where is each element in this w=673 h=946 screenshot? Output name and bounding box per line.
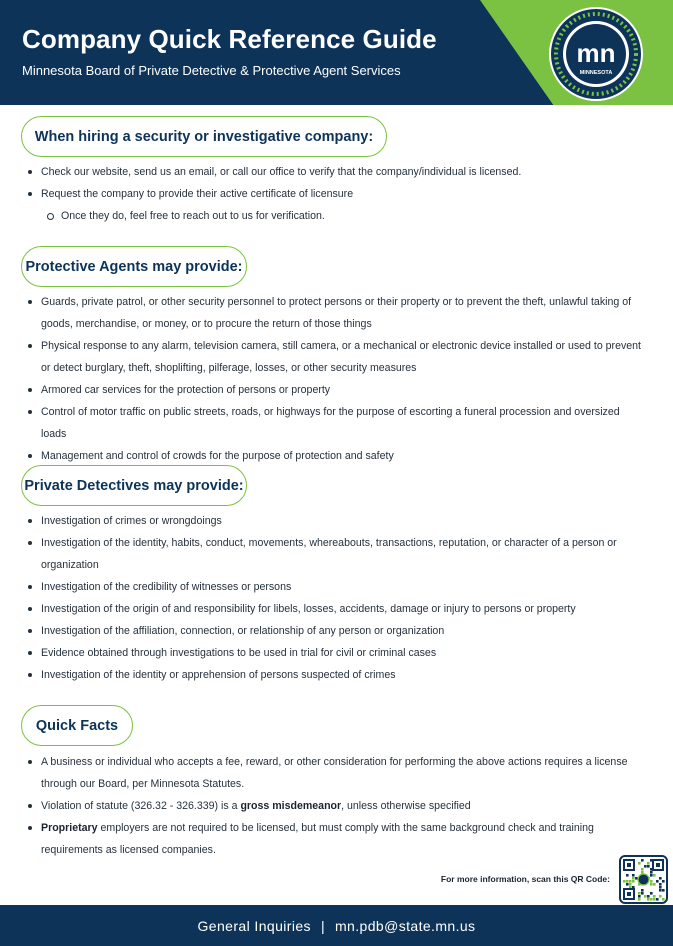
footer-label: General Inquiries xyxy=(197,917,311,934)
list-item: Request the company to provide their active certificate of licensure xyxy=(26,183,645,205)
list-protective-agents xyxy=(26,291,645,467)
section-heading-private-detectives: Private Detectives may provide: xyxy=(21,465,247,506)
list-item: Guards, private patrol, or other security personnel to protect persons or their property or to prevent the theft, unlawful taking of goods, merchandise, or money, or to procure the return of those things xyxy=(26,291,645,335)
list-item: Evidence obtained through investigations to be used in trial for civil or criminal cases xyxy=(26,642,645,664)
section-heading-quick-facts: Quick Facts xyxy=(21,705,133,746)
fact-emphasis: Proprietary xyxy=(41,822,98,834)
list-item: Investigation of the affiliation, connection, or relationship of any person or organization xyxy=(26,620,645,642)
list-item: Check our website, send us an email, or call our office to verify that the company/individual is licensed. xyxy=(26,161,645,183)
fact-text: employers are not required to be licensed, but must comply with the same background check and training requirements as licensed companies. xyxy=(41,822,594,856)
seal-name: MINNESOTA xyxy=(579,70,613,76)
list-item xyxy=(26,795,645,817)
board-seal-logo xyxy=(548,6,644,102)
qr-code-frame[interactable] xyxy=(619,855,668,904)
footer-separator: | xyxy=(320,917,325,934)
list-item: Physical response to any alarm, television camera, still camera, or a mechanical or electronic device installed or used to prevent or detect burglary, theft, shoplifting, pilferage, losses, or other security measures xyxy=(26,335,645,379)
fact-text: Violation of statute (326.32 - 326.339) is a xyxy=(41,800,241,812)
list-private-detectives xyxy=(26,510,645,686)
list-hiring xyxy=(26,161,645,227)
list-item xyxy=(26,817,645,861)
page-subtitle: Minnesota Board of Private Detective & Protective Agent Services xyxy=(22,63,401,78)
list-item: Investigation of the identity, habits, conduct, movements, whereabouts, transactions, reputation, or character of a person or organization xyxy=(26,532,645,576)
header-banner xyxy=(0,0,673,105)
list-item: Investigation of the identity or apprehension of persons suspected of crimes xyxy=(26,664,645,686)
list-item: Armored car services for the protection of persons or property xyxy=(26,379,645,401)
footer-bar xyxy=(0,905,673,946)
list-item: Investigation of crimes or wrongdoings xyxy=(26,510,645,532)
list-quick-facts xyxy=(26,751,645,861)
footer-email-link[interactable]: mn.pdb@state.mn.us xyxy=(334,917,476,934)
list-item: Control of motor traffic on public streets, roads, or highways for the purpose of escorting a funeral procession and oversized loads xyxy=(26,401,645,445)
qr-label: For more information, scan this QR Code: xyxy=(440,874,610,884)
list-item: A business or individual who accepts a fee, reward, or other consideration for performing the above actions requires a license through our Board, per Minnesota Statutes. xyxy=(26,751,645,795)
fact-text: , unless otherwise specified xyxy=(341,800,471,812)
list-item: Management and control of crowds for the purpose of protection and safety xyxy=(26,445,645,467)
list-subitem: Once they do, feel free to reach out to us for verification. xyxy=(26,205,645,227)
list-item: Investigation of the credibility of witnesses or persons xyxy=(26,576,645,598)
section-heading-protective-agents: Protective Agents may provide: xyxy=(21,246,247,287)
list-item: Investigation of the origin of and responsibility for libels, losses, accidents, damage or injury to persons or property xyxy=(26,598,645,620)
fact-emphasis: gross misdemeanor xyxy=(240,800,342,812)
seal-mark: mn xyxy=(576,38,616,68)
qr-code-icon xyxy=(621,857,666,902)
page-title: Company Quick Reference Guide xyxy=(22,24,437,54)
section-heading-hiring: When hiring a security or investigative company: xyxy=(21,116,387,157)
